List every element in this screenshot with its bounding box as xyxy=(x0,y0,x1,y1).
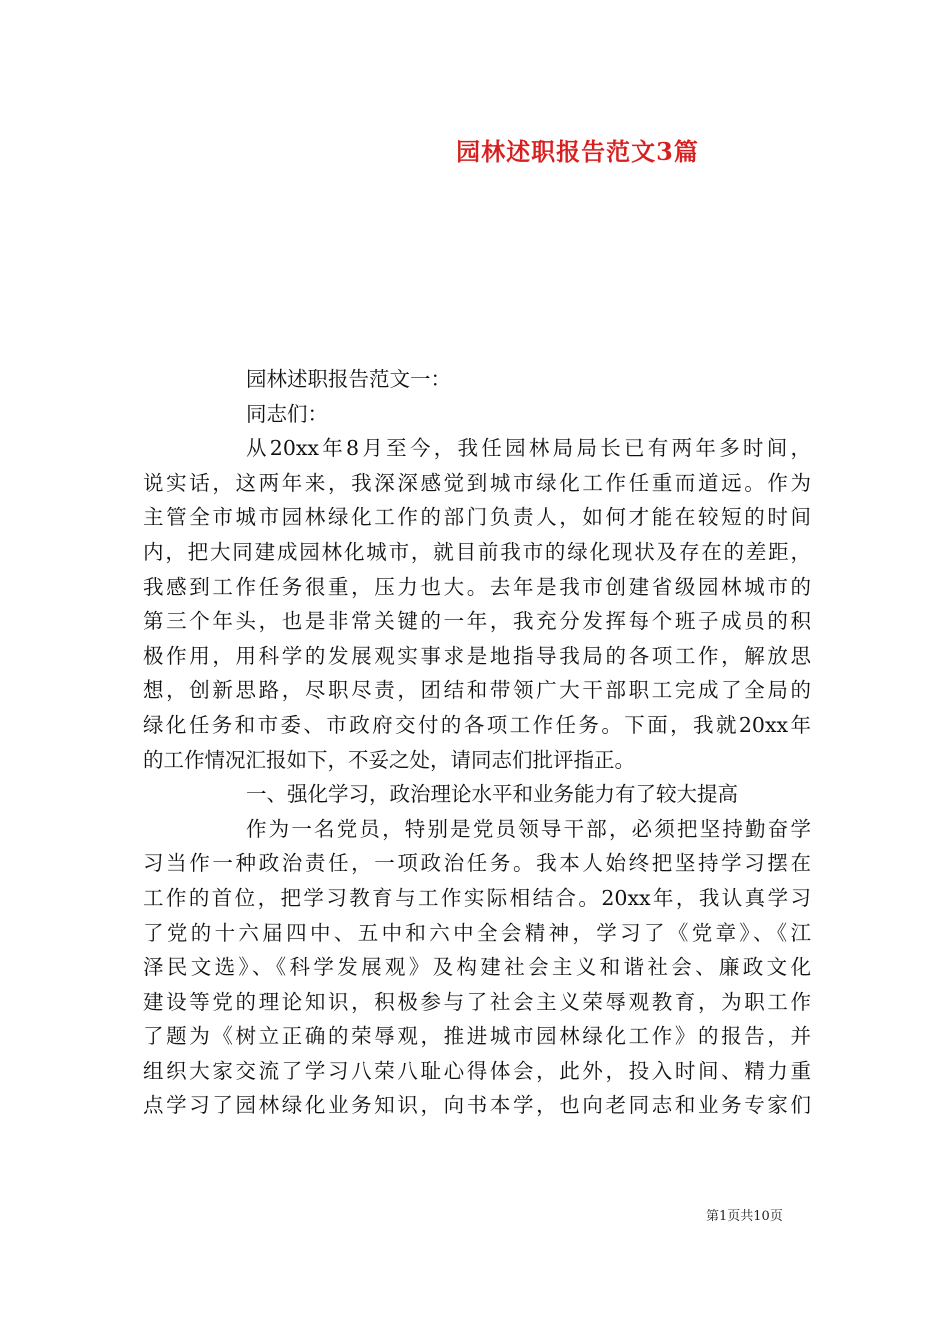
paragraph-line: 工作的首位，把学习教育与工作实际相结合。20xx年，我认真学习 xyxy=(143,885,811,910)
paragraph-line: 说实话，这两年来，我深深感觉到城市绿化工作任重而道远。作为 xyxy=(143,470,811,495)
paragraph-line: 我感到工作任务很重，压力也大。去年是我市创建省级园林城市的 xyxy=(143,574,811,599)
salutation: 同志们： xyxy=(246,401,328,426)
paragraph-line: 想，创新思路，尽职尽责，团结和带领广大干部职工完成了全局的 xyxy=(143,678,811,703)
paragraph-line: 点学习了园林绿化业务知识，向书本学，也向老同志和业务专家们 xyxy=(143,1093,811,1118)
document-body xyxy=(143,362,811,1123)
paragraph-line: 作为一名党员，特别是党员领导干部，必须把坚持勤奋学 xyxy=(246,816,811,841)
paragraph-line: 了党的十六届四中、五中和六中全会精神，学习了《党章》、《江 xyxy=(143,920,811,945)
paragraph-line: 内，把大同建成园林化城市，就目前我市的绿化现状及存在的差距， xyxy=(143,539,811,564)
paragraph-line: 习当作一种政治责任，一项政治任务。我本人始终把坚持学习摆在 xyxy=(143,851,811,876)
paragraph-line: 极作用，用科学的发展观实事求是地指导我局的各项工作，解放思 xyxy=(143,643,811,668)
paragraph-line: 主管全市城市园林绿化工作的部门负责人，如何才能在较短的时间 xyxy=(143,505,811,530)
paragraph-line: 的工作情况汇报如下，不妥之处，请同志们批评指正。 xyxy=(143,747,635,772)
document-title: 园林述职报告范文3篇 xyxy=(456,137,699,166)
page-number: 第1页共10页 xyxy=(706,1209,783,1224)
paragraph-line: 了题为《树立正确的荣辱观，推进城市园林绿化工作》的报告，并 xyxy=(143,1024,811,1049)
paragraph-line: 绿化任务和市委、市政府交付的各项工作任务。下面，我就20xx年 xyxy=(143,712,811,737)
paragraph-line: 建设等党的理论知识，积极参与了社会主义荣辱观教育，为职工作 xyxy=(143,989,811,1014)
paragraph-line: 第三个年头，也是非常关键的一年，我充分发挥每个班子成员的积 xyxy=(143,609,811,634)
paragraph-line: 组织大家交流了学习八荣八耻心得体会，此外，投入时间、精力重 xyxy=(143,1058,811,1083)
paragraph-line: 从20xx年8月至今，我任园林局局长已有两年多时间， xyxy=(246,436,811,461)
subheading: 一、强化学习，政治理论水平和业务能力有了较大提高 xyxy=(246,782,738,807)
paragraph-line: 泽民文选》、《科学发展观》及构建社会主义和谐社会、廉政文化 xyxy=(143,955,811,980)
section-heading: 园林述职报告范文一： xyxy=(246,367,451,391)
